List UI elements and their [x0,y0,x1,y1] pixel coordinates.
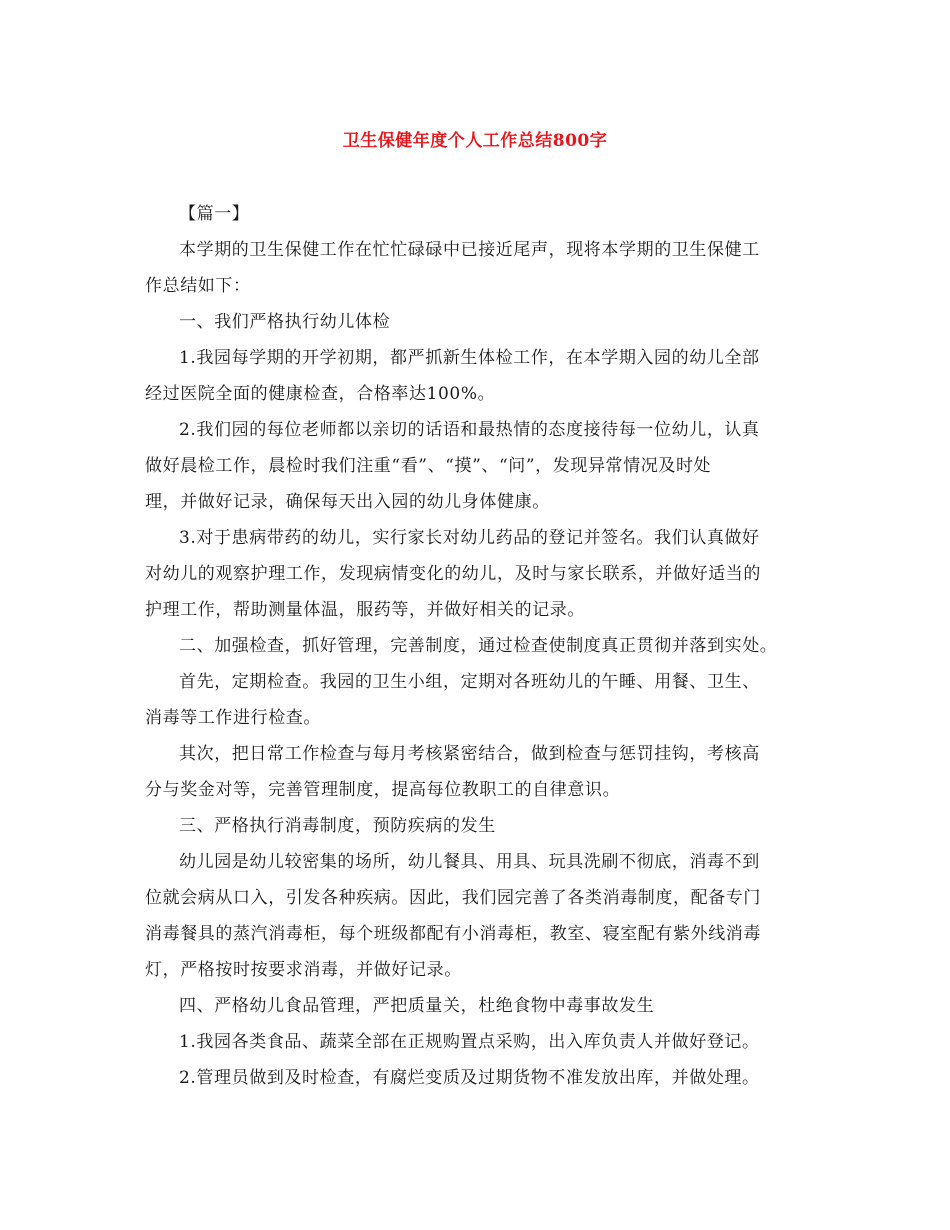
paragraph-line: 2.我们园的每位老师都以亲切的话语和最热情的态度接待每一位幼儿，认真 [179,420,760,440]
paragraph-line: 其次，把日常工作检查与每月考核紧密结合，做到检查与惩罚挂钩，考核高 [179,744,760,764]
document-title: 卫生保健年度个人工作总结800字 [342,131,608,151]
paragraph-line: 本学期的卫生保健工作在忙忙碌碌中已接近尾声，现将本学期的卫生保健工 [179,240,760,260]
paragraph-line: 位就会病从口入，引发各种疾病。因此，我们园完善了各类消毒制度，配备专门 [145,888,761,908]
paragraph-line: 灯，严格按时按要求消毒，并做好记录。 [145,960,462,980]
paragraph-line: 消毒餐具的蒸汽消毒柜，每个班级都配有小消毒柜，教室、寝室配有紫外线消毒 [145,924,761,944]
paragraph-line: 作总结如下： [145,276,251,296]
paragraph-line: 护理工作，帮助测量体温，服药等，并做好相关的记录。 [145,600,585,620]
document-body [145,196,805,1096]
paragraph-line: 2.管理员做到及时检查，有腐烂变质及过期货物不准发放出库，并做处理。 [179,1068,760,1088]
paragraph-line: 【篇一】 [179,204,250,224]
paragraph-line: 对幼儿的观察护理工作，发现病情变化的幼儿，及时与家长联系，并做好适当的 [145,564,761,584]
paragraph-line: 消毒等工作进行检查。 [145,708,321,728]
paragraph-line: 理，并做好记录，确保每天出入园的幼儿身体健康。 [145,492,550,512]
paragraph-line: 幼儿园是幼儿较密集的场所，幼儿餐具、用具、玩具洗刷不彻底，消毒不到 [179,852,760,872]
paragraph-line: 分与奖金对等，完善管理制度，提高每位教职工的自律意识。 [145,780,621,800]
paragraph-line: 二、加强检查，抓好管理，完善制度，通过检查使制度真正贯彻并落到实处。 [179,636,778,656]
paragraph-line: 3.对于患病带药的幼儿，实行家长对幼儿药品的登记并签名。我们认真做好 [179,528,760,548]
paragraph-line: 一、我们严格执行幼儿体检 [179,312,391,332]
paragraph-line: 四、严格幼儿食品管理，严把质量关，杜绝食物中毒事故发生 [179,996,655,1016]
paragraph-line: 1.我园每学期的开学初期，都严抓新生体检工作，在本学期入园的幼儿全部 [179,348,760,368]
paragraph-line: 1.我园各类食品、蔬菜全部在正规购置点采购，出入库负责人并做好登记。 [179,1032,760,1052]
paragraph-line: 做好晨检工作，晨检时我们注重“看”、“摸”、“问”，发现异常情况及时处 [145,456,712,476]
paragraph-line: 经过医院全面的健康检查，合格率达100%。 [145,384,496,404]
paragraph-line: 三、严格执行消毒制度，预防疾病的发生 [179,816,496,836]
paragraph-line: 首先，定期检查。我园的卫生小组，定期对各班幼儿的午睡、用餐、卫生、 [179,672,760,692]
